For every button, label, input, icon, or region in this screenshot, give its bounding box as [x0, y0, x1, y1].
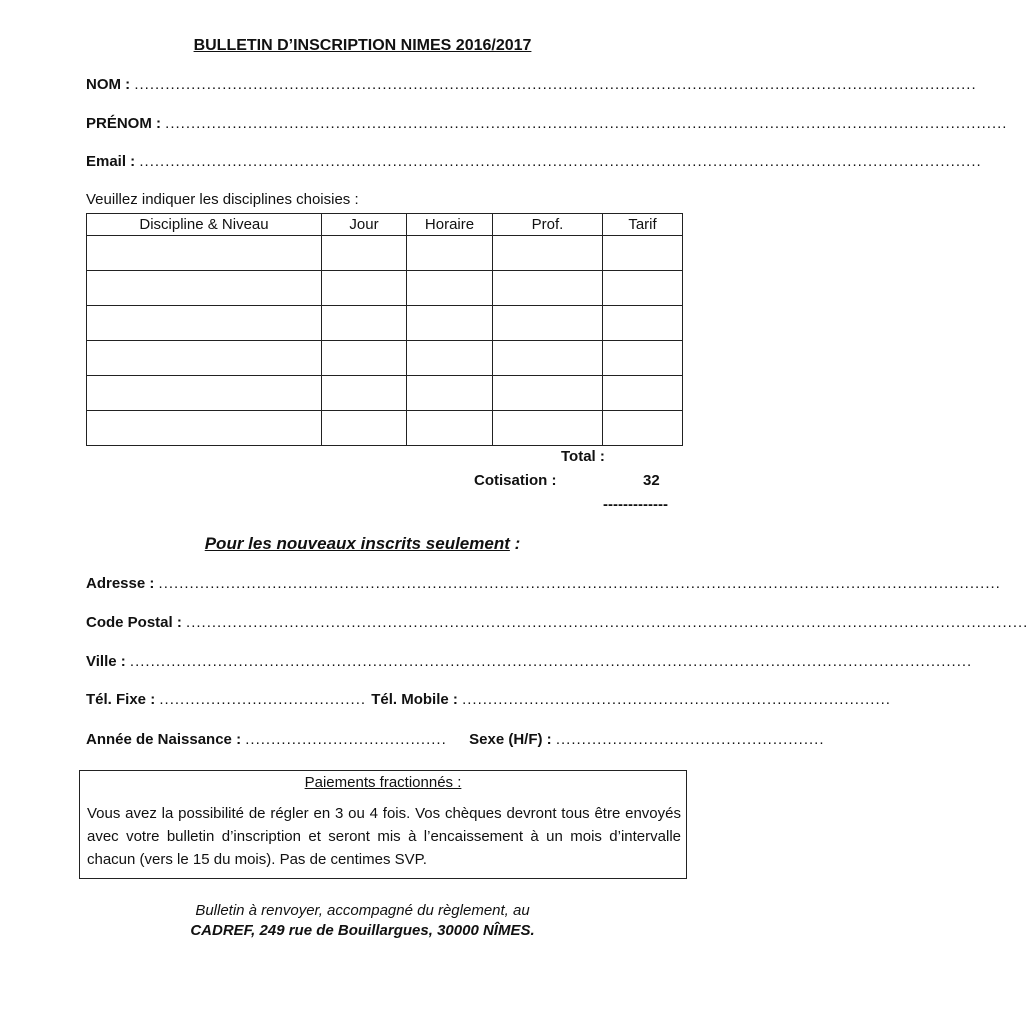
code-postal-label: Code Postal : — [86, 614, 182, 631]
table-cell[interactable] — [407, 411, 493, 446]
table-cell[interactable] — [493, 411, 603, 446]
table-cell[interactable] — [87, 341, 322, 376]
table-cell[interactable] — [493, 236, 603, 271]
ville-label: Ville : — [86, 653, 126, 670]
nom-label: NOM : — [86, 76, 131, 93]
table-cell[interactable] — [407, 341, 493, 376]
table-row — [87, 411, 683, 446]
table-cell[interactable] — [407, 306, 493, 341]
annee-naissance-dots[interactable]: ....................................... — [245, 731, 447, 748]
table-cell[interactable] — [603, 411, 683, 446]
new-members-heading-text: Pour les nouveaux inscrits seulement — [204, 534, 510, 553]
table-cell[interactable] — [87, 306, 322, 341]
header-prof: Prof. — [493, 214, 603, 236]
sexe-label: Sexe (H/F) : — [469, 731, 552, 748]
table-cell[interactable] — [603, 271, 683, 306]
table-cell[interactable] — [407, 376, 493, 411]
table-cell[interactable] — [493, 341, 603, 376]
ville-field[interactable] — [86, 652, 973, 672]
table-cell[interactable] — [322, 236, 407, 271]
code-postal-field[interactable] — [86, 613, 1028, 633]
footer-instruction: Bulletin à renvoyer, accompagné du règlement, au — [195, 902, 530, 919]
table-cell[interactable] — [87, 376, 322, 411]
table-cell[interactable] — [322, 341, 407, 376]
table-cell[interactable] — [603, 306, 683, 341]
table-cell[interactable] — [407, 271, 493, 306]
adresse-label: Adresse : — [86, 575, 155, 592]
telephone-row — [86, 690, 891, 710]
table-cell[interactable] — [493, 306, 603, 341]
table-row — [87, 376, 683, 411]
prenom-field[interactable] — [86, 114, 1008, 134]
cotisation-value: 32 — [643, 472, 660, 489]
table-cell[interactable] — [603, 341, 683, 376]
table-cell[interactable] — [493, 271, 603, 306]
cotisation-label: Cotisation : — [474, 472, 557, 489]
table-row — [87, 271, 683, 306]
table-cell[interactable] — [407, 236, 493, 271]
table-header-row — [87, 214, 683, 236]
table-cell[interactable] — [603, 376, 683, 411]
table-row — [87, 306, 683, 341]
payment-text: Vous avez la possibilité de régler en 3 ou 4 fois. Vos chèques devront tous être envoyés avec votre bulletin d’inscription et seront mis à l’encaissement à un mois d’intervalle chacun (vers le 15 du mois). Pas de centimes SVP. — [87, 805, 681, 868]
email-dots: ................................................................................................................................................................... — [139, 153, 982, 170]
header-jour: Jour — [322, 214, 407, 236]
payment-box — [79, 770, 687, 879]
prenom-label: PRÉNOM : — [86, 115, 161, 132]
tel-fixe-label: Tél. Fixe : — [86, 691, 156, 708]
tel-fixe-dots[interactable]: ........................................ — [159, 691, 372, 708]
nom-dots: ................................................................................................................................................................... — [134, 76, 977, 93]
nom-field[interactable] — [86, 75, 977, 95]
code-postal-dots: ................................................................................................................................................................... — [186, 614, 1028, 631]
header-tarif: Tarif — [603, 214, 683, 236]
table-cell[interactable] — [322, 306, 407, 341]
table-cell[interactable] — [322, 411, 407, 446]
adresse-dots: ................................................................................................................................................................... — [158, 575, 1001, 592]
total-dash-line: ------------- — [603, 496, 668, 513]
disciplines-prompt: Veuillez indiquer les disciplines choisies : — [86, 191, 359, 208]
email-label: Email : — [86, 153, 136, 170]
naissance-sexe-row — [86, 730, 825, 750]
disciplines-table — [86, 213, 683, 446]
total-label: Total : — [561, 448, 605, 465]
payment-heading: Paiements fractionnés : — [304, 774, 462, 791]
table-cell[interactable] — [87, 271, 322, 306]
tel-mobile-dots[interactable]: ................................................................................... — [462, 691, 891, 708]
new-members-heading-suffix: : — [509, 534, 521, 553]
table-row — [87, 236, 683, 271]
table-cell[interactable] — [87, 236, 322, 271]
page-title: BULLETIN D’INSCRIPTION NIMES 2016/2017 — [193, 37, 532, 54]
table-cell[interactable] — [87, 411, 322, 446]
header-discipline: Discipline & Niveau — [87, 214, 322, 236]
footer-address: CADREF, 249 rue de Bouillargues, 30000 NÎMES. — [190, 922, 535, 939]
ville-dots: ................................................................................................................................................................... — [129, 653, 973, 670]
table-row — [87, 341, 683, 376]
header-horaire: Horaire — [407, 214, 493, 236]
table-cell[interactable] — [322, 271, 407, 306]
tel-mobile-label: Tél. Mobile : — [371, 691, 458, 708]
new-members-heading — [0, 534, 725, 554]
email-field[interactable] — [86, 152, 982, 172]
adresse-field[interactable] — [86, 574, 1001, 594]
table-cell[interactable] — [493, 376, 603, 411]
sexe-dots[interactable]: .................................................... — [555, 731, 825, 748]
table-cell[interactable] — [603, 236, 683, 271]
table-cell[interactable] — [322, 376, 407, 411]
annee-naissance-label: Année de Naissance : — [86, 731, 242, 748]
prenom-dots: ................................................................................................................................................................... — [165, 115, 1008, 132]
